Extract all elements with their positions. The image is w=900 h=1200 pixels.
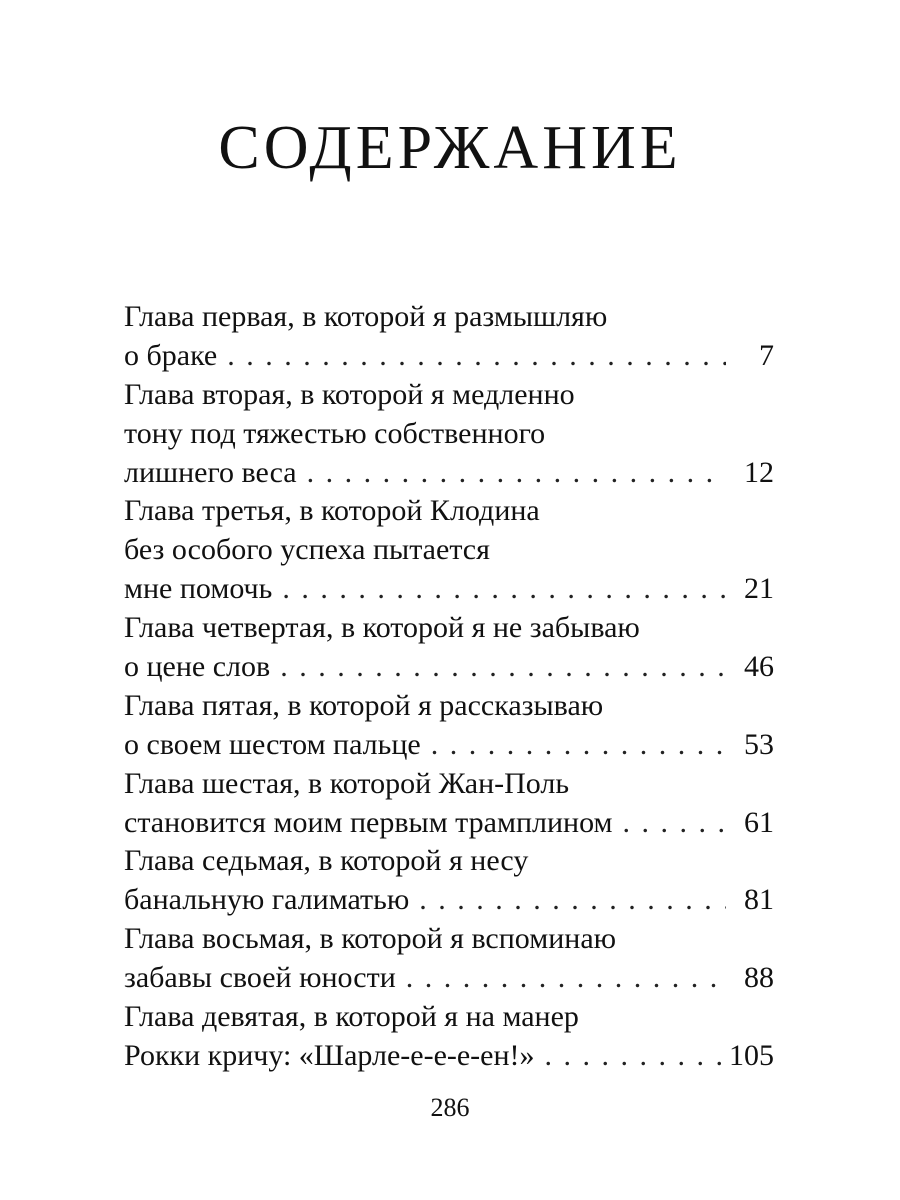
page-number-footer: 286: [430, 1093, 470, 1122]
dot-leader: [217, 337, 726, 376]
toc-entry-1: [124, 298, 774, 376]
toc-entry-line: Глава четвертая, в которой я не забываю: [124, 611, 640, 645]
page-title: СОДЕРЖАНИЕ: [218, 114, 682, 182]
toc-page-number: 12: [744, 455, 774, 489]
dot-leader: [535, 1037, 726, 1076]
toc-page-number: 21: [744, 572, 774, 606]
toc-entry-7: [124, 842, 774, 920]
toc-entry-line: Глава восьмая, в которой я вспоминаю: [124, 922, 617, 956]
toc-page-number: 7: [759, 338, 774, 372]
toc-entry-line: забавы своей юности: [124, 961, 396, 995]
toc-entry-line: о браке: [124, 338, 218, 372]
toc-entry-line: Глава седьмая, в которой я несу: [124, 844, 529, 878]
toc-page-number: 61: [744, 805, 774, 839]
toc-entry-5: [124, 687, 774, 765]
dot-leader: [297, 454, 726, 493]
dot-leader: [409, 881, 726, 920]
table-of-contents: [124, 298, 774, 1076]
toc-entry-line: о своем шестом пальце: [124, 727, 421, 761]
toc-entry-line: без особого успеха пытается: [124, 533, 490, 567]
dot-leader: [421, 726, 726, 765]
toc-entry-8: [124, 920, 774, 998]
toc-page-number: 105: [729, 1038, 774, 1072]
toc-entry-line: Рокки кричу: «Шарле-е-е-е-ен!»: [124, 1038, 535, 1072]
dot-leader: [396, 959, 726, 998]
toc-entry-line: тону под тяжестью собственного: [124, 416, 546, 450]
toc-page-number: 46: [744, 650, 774, 684]
toc-entry-line: Глава пятая, в которой я рассказываю: [124, 688, 604, 722]
toc-entry-9: [124, 998, 774, 1076]
toc-entry-line: Глава первая, в которой я размышляю: [124, 300, 608, 333]
toc-page-number: 53: [744, 727, 774, 761]
toc-entry-line: банальную галиматью: [124, 883, 410, 917]
toc-entry-4: [124, 609, 774, 687]
toc-entry-2: [124, 376, 774, 493]
dot-leader: [272, 570, 726, 609]
toc-entry-line: о цене слов: [124, 650, 271, 684]
toc-entry-3: [124, 492, 774, 609]
toc-entry-line: мне помочь: [124, 572, 273, 606]
toc-entry-6: [124, 765, 774, 843]
dot-leader: [613, 804, 727, 843]
dot-leader: [270, 648, 726, 687]
toc-page-number: 81: [744, 883, 774, 917]
toc-entry-line: Глава девятая, в которой я на манер: [124, 1000, 579, 1034]
toc-entry-line: Глава третья, в которой Клодина: [124, 494, 540, 528]
toc-entry-line: лишнего веса: [124, 455, 297, 489]
toc-entry-line: Глава шестая, в которой Жан-Поль: [124, 766, 570, 800]
toc-entry-line: Глава вторая, в которой я медленно: [124, 377, 575, 411]
toc-entry-line: становится моим первым трамплином: [124, 805, 613, 839]
toc-page-number: 88: [744, 961, 774, 995]
